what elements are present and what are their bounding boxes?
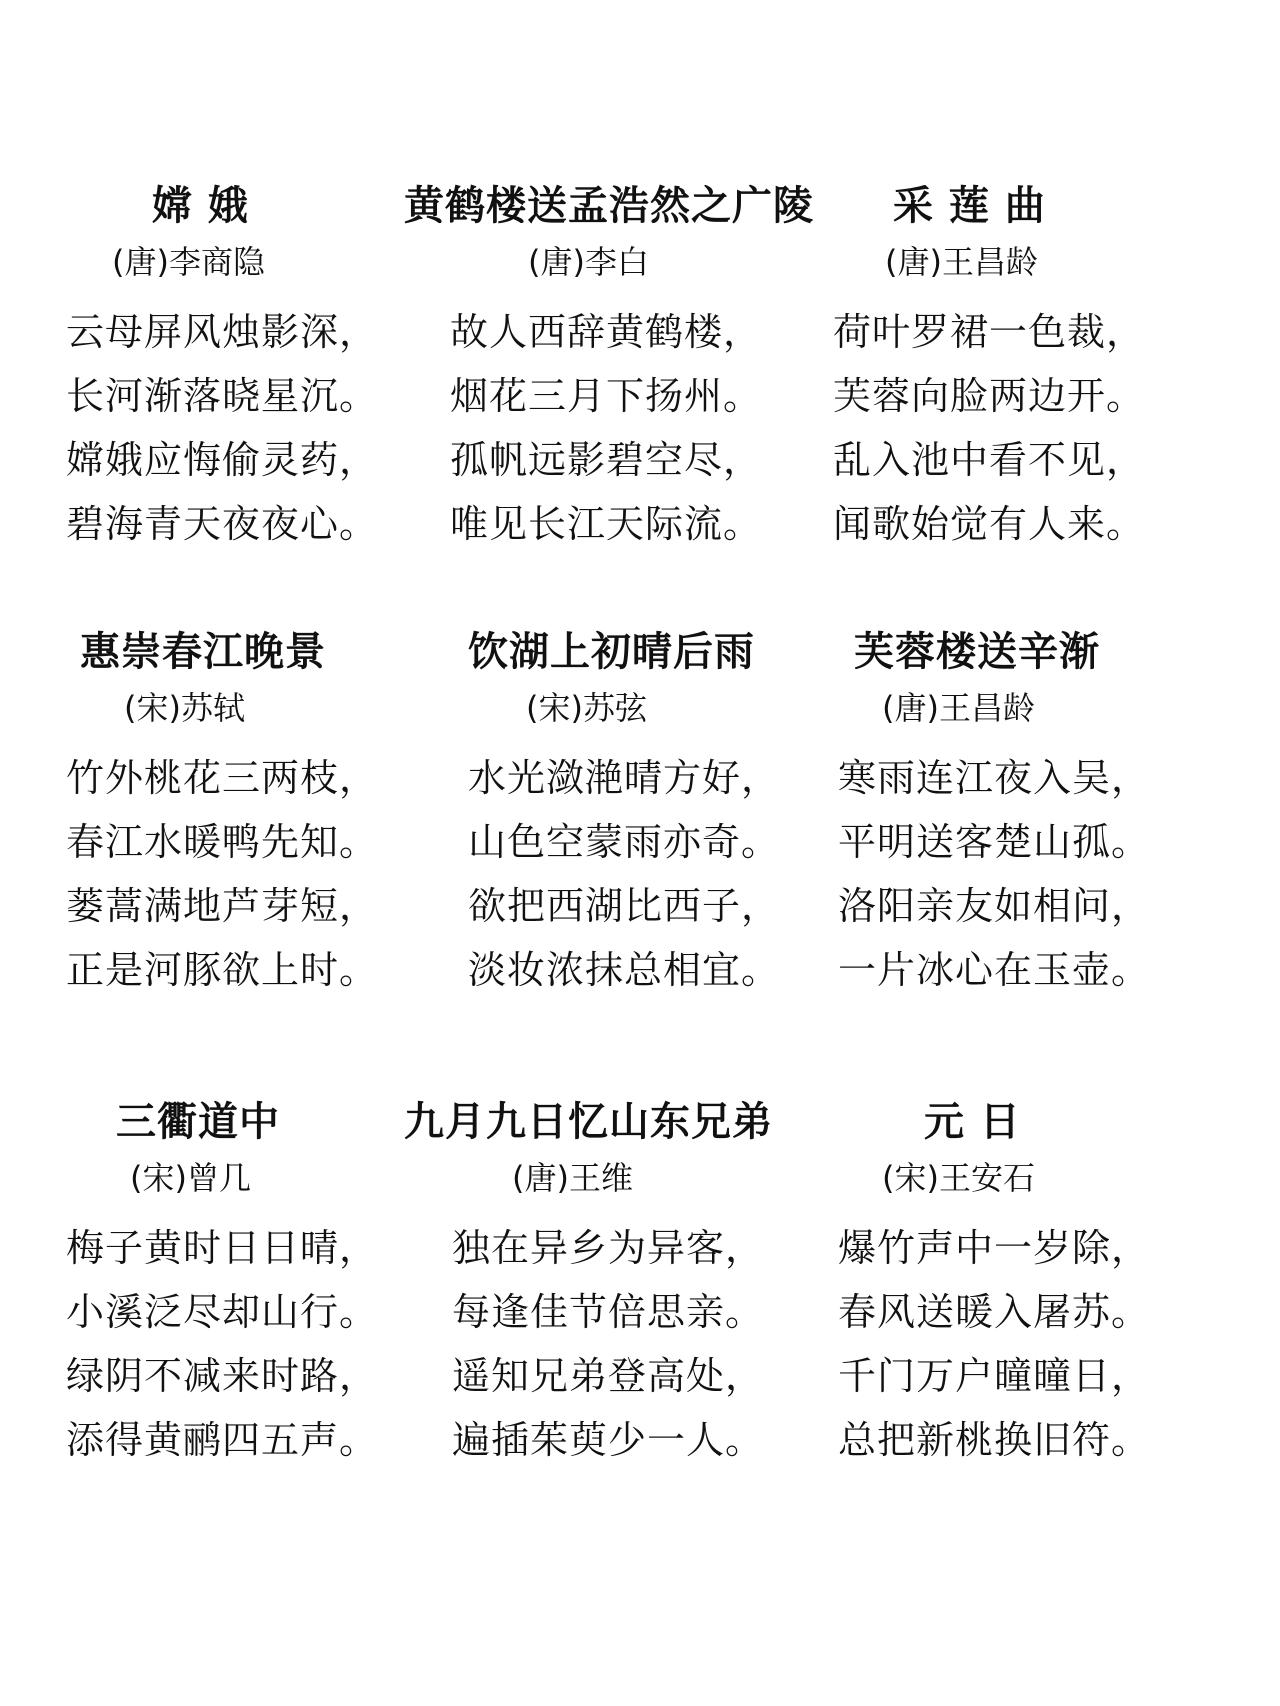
poem-line: 故人西辞黄鹤楼， — [450, 310, 763, 354]
poem-author: (宋)苏轼 — [124, 689, 245, 727]
poem-title: 采 莲 曲 — [893, 183, 1046, 229]
poem-title: 黄鹤楼送孟浩然之广陵 — [404, 183, 814, 229]
poem-line: 正是河豚欲上时。 — [66, 948, 379, 992]
poem-line: 孤帆远影碧空尽， — [450, 438, 763, 482]
poem-author: (宋)王安石 — [882, 1159, 1035, 1197]
poem-lines — [468, 746, 780, 1002]
poem-line: 遍插茱萸少一人。 — [452, 1418, 765, 1462]
poem-line: 梅子黄时日日晴， — [66, 1226, 379, 1270]
poem-line: 独在异乡为异客， — [452, 1226, 765, 1270]
poem-line: 千门万户曈曈日， — [838, 1354, 1151, 1398]
poem-line: 小溪泛尽却山行。 — [66, 1290, 379, 1334]
poem-line: 烟花三月下扬州。 — [450, 374, 763, 418]
poem-lines — [66, 746, 378, 1002]
poem-title: 九月九日忆山东兄弟 — [404, 1099, 773, 1145]
poem-title: 嫦 娥 — [152, 183, 249, 229]
poem-line: 洛阳亲友如相问， — [838, 884, 1151, 928]
poem-line: 爆竹声中一岁除， — [838, 1226, 1151, 1270]
poem-line: 碧海青天夜夜心。 — [66, 502, 379, 546]
poem-line: 长河渐落晓星沉。 — [66, 374, 379, 418]
poem-author: (唐)王昌龄 — [882, 689, 1035, 727]
poem-line: 云母屏风烛影深， — [66, 310, 379, 354]
poem-title: 饮湖上初晴后雨 — [468, 629, 755, 675]
poem-line: 山色空蒙雨亦奇。 — [468, 820, 781, 864]
poem-line: 乱入池中看不见， — [833, 438, 1146, 482]
poem-lines — [450, 300, 762, 556]
poem-line: 唯见长江天际流。 — [450, 502, 763, 546]
poem-line: 蒌蒿满地芦芽短， — [66, 884, 379, 928]
poem-line: 一片冰心在玉壶。 — [838, 948, 1151, 992]
poem-line: 水光潋滟晴方好， — [468, 756, 781, 800]
poem-lines — [833, 300, 1145, 556]
poem-author: (宋)曾几 — [130, 1159, 251, 1197]
poem-lines — [66, 300, 378, 556]
poem-title: 元 日 — [924, 1099, 1021, 1145]
poem-line: 每逢佳节倍思亲。 — [452, 1290, 765, 1334]
poem-author: (唐)李商隐 — [112, 243, 265, 281]
poem-author: (宋)苏弦 — [526, 689, 647, 727]
poem-line: 春江水暖鸭先知。 — [66, 820, 379, 864]
poem-title: 惠崇春江晚景 — [80, 629, 326, 675]
poem-line: 嫦娥应悔偷灵药， — [66, 438, 379, 482]
poem-line: 寒雨连江夜入吴， — [838, 756, 1151, 800]
poem-lines — [452, 1216, 764, 1472]
poem-author: (唐)李白 — [528, 243, 649, 281]
poem-line: 总把新桃换旧符。 — [838, 1418, 1151, 1462]
poem-lines — [838, 1216, 1150, 1472]
poem-author: (唐)王昌龄 — [885, 243, 1038, 281]
poem-line: 竹外桃花三两枝， — [66, 756, 379, 800]
poem-title: 三衢道中 — [116, 1099, 280, 1145]
poem-line: 荷叶罗裙一色裁， — [833, 310, 1146, 354]
poem-line: 添得黄鹂四五声。 — [66, 1418, 379, 1462]
poem-title: 芙蓉楼送辛渐 — [854, 629, 1100, 675]
poem-line: 绿阴不减来时路， — [66, 1354, 379, 1398]
poem-lines — [66, 1216, 378, 1472]
poem-line: 欲把西湖比西子， — [468, 884, 781, 928]
poem-lines — [838, 746, 1150, 1002]
poem-line: 平明送客楚山孤。 — [838, 820, 1151, 864]
poem-line: 春风送暖入屠苏。 — [838, 1290, 1151, 1334]
poem-line: 闻歌始觉有人来。 — [833, 502, 1146, 546]
poem-author: (唐)王维 — [512, 1159, 633, 1197]
poem-line: 芙蓉向脸两边开。 — [833, 374, 1146, 418]
poem-line: 淡妆浓抹总相宜。 — [468, 948, 781, 992]
poem-line: 遥知兄弟登高处， — [452, 1354, 765, 1398]
